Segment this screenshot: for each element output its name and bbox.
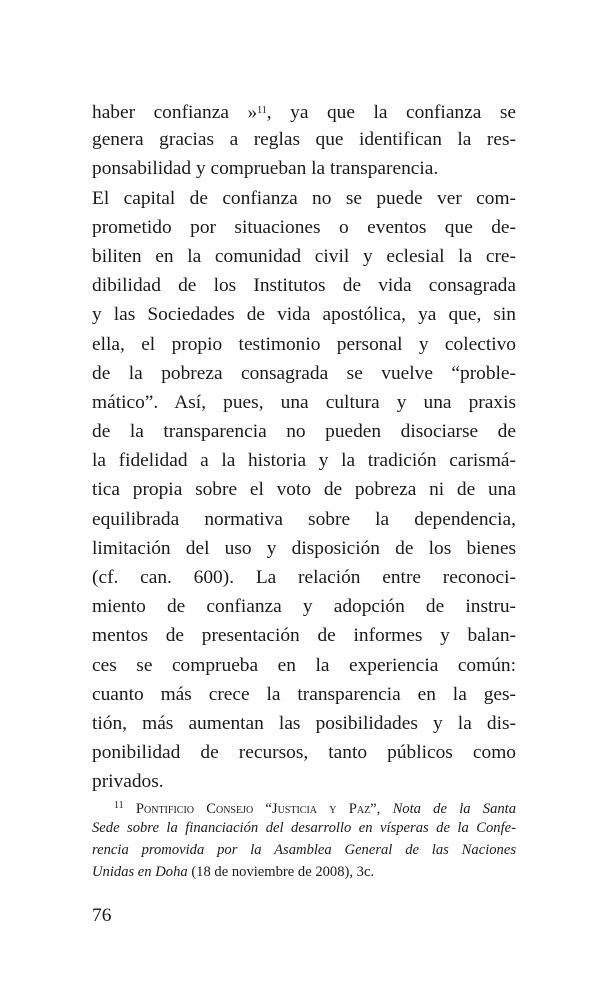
- footnote-reference: 11: [257, 105, 267, 116]
- footnote-line-2: Sede sobre la financiación del desarrollo en vísperas de la Confe-: [92, 820, 516, 836]
- footnote-line-1: [92, 795, 516, 817]
- body-line: ces se comprueba en la experiencia común:: [92, 654, 516, 676]
- body-line-1-post: , ya que la confianza se: [266, 102, 516, 123]
- footnote-citation-date: (18 de noviembre de 2008), 3c.: [187, 864, 375, 880]
- body-line: (cf. can. 600). La relación entre reconoci-: [92, 567, 516, 588]
- body-line: genera gracias a reglas que identifican la res-: [92, 129, 516, 151]
- footnote-line-3: rencia promovida por la Asamblea General de las Naciones: [92, 842, 516, 858]
- body-line-1-pre: haber confianza »: [92, 102, 258, 123]
- body-line: limitación del uso y disposición de los bienes: [92, 537, 516, 559]
- body-line: de la pobreza consagrada se vuelve “proble-: [92, 362, 516, 384]
- page-body: [92, 96, 516, 797]
- body-line: El capital de confianza no se puede ver com-: [92, 187, 516, 209]
- body-line: miento de confianza y adopción de instru-: [92, 596, 516, 618]
- footnote-number: 11: [114, 800, 124, 811]
- body-line: tica propia sobre el voto de pobreza ni de una: [92, 479, 516, 501]
- page-number: 76: [92, 905, 112, 926]
- body-line: equilibrada normativa sobre la dependencia,: [92, 508, 516, 530]
- body-line: dibilidad de los Institutos de vida consagrada: [92, 275, 516, 297]
- body-line: cuanto más crece la transparencia en la ges-: [92, 683, 516, 705]
- footnote-title-end: Unidas en Doha: [92, 864, 188, 880]
- footnote-line-4: [92, 861, 516, 883]
- body-paragraph: [92, 96, 516, 797]
- body-line: biliten en la comunidad civil y eclesial la cre-: [92, 245, 516, 267]
- body-line: ella, el propio testimonio personal y colectivo: [92, 333, 516, 355]
- body-line: y las Sociedades de vida apostólica, ya que, sin: [92, 304, 516, 326]
- footnote: [92, 795, 516, 883]
- body-line: prometido por situaciones o eventos que de-: [92, 216, 516, 238]
- body-line: privados.: [92, 771, 164, 793]
- body-line: ponsabilidad y comprueban la transparencia.: [92, 158, 439, 180]
- body-line: tión, más aumentan las posibilidades y la dis-: [92, 712, 516, 734]
- body-line: mentos de presentación de informes y balan-: [92, 625, 516, 647]
- body-line: mático”. Así, pues, una cultura y una praxis: [92, 391, 516, 413]
- body-line: de la transparencia no pueden disociarse de: [92, 421, 516, 443]
- footnote-author: Pontificio Consejo “Justicia y Paz”,: [135, 801, 381, 817]
- body-line-1: [92, 96, 516, 125]
- body-line: ponibilidad de recursos, tanto públicos como: [92, 742, 516, 764]
- footnote-title-start: Nota de la Santa: [392, 801, 517, 817]
- body-line: la fidelidad a la historia y la tradición carismá-: [92, 450, 516, 472]
